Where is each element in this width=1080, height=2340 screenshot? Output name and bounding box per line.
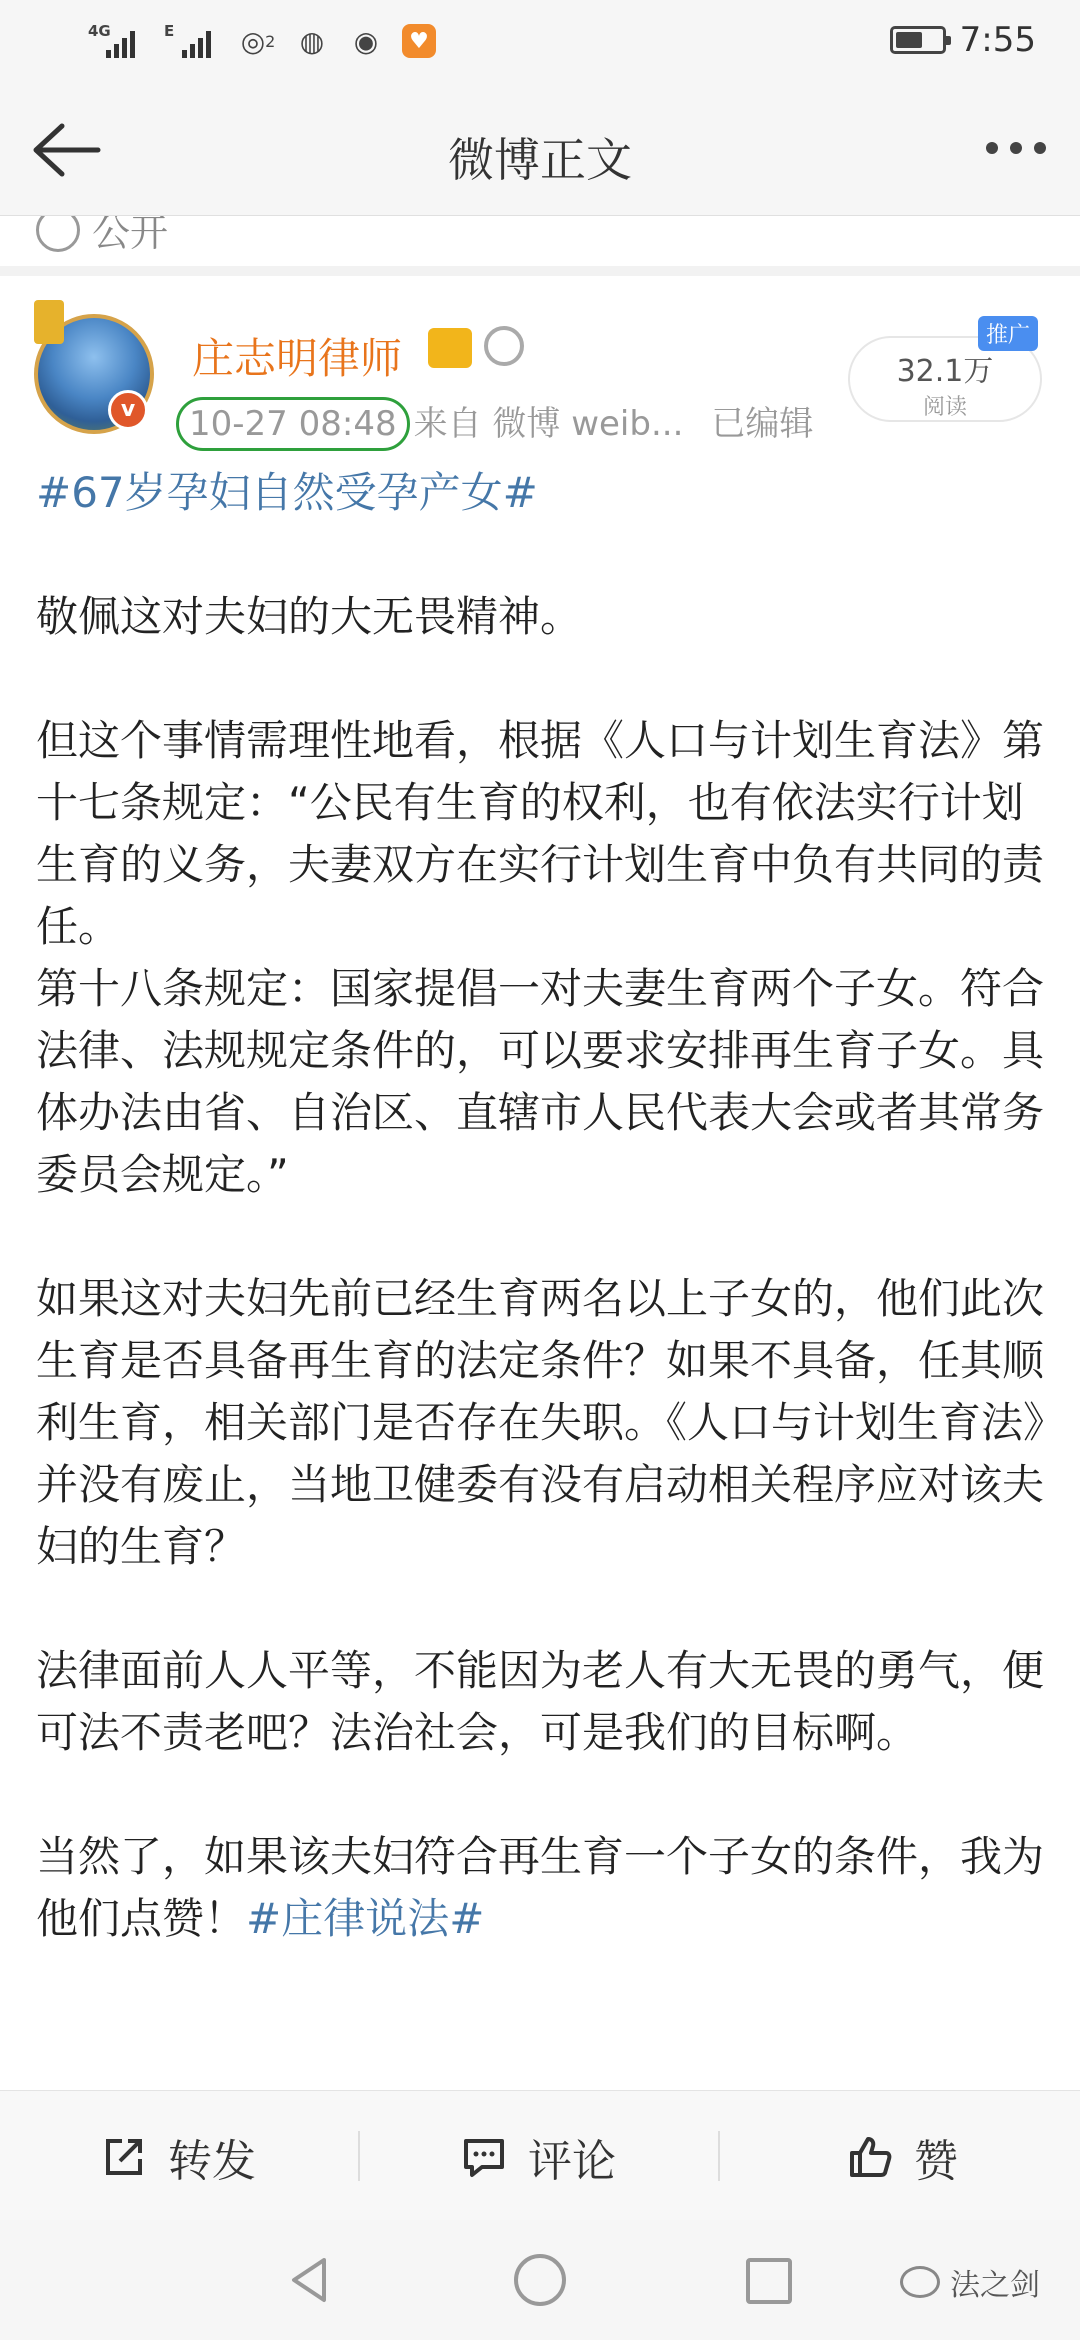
author-header [0, 286, 1080, 466]
divider [358, 2131, 360, 2181]
system-nav-bar [0, 2220, 1080, 2340]
action-bar [0, 2090, 1080, 2220]
signal2-icon [164, 22, 222, 60]
flag-badge-icon [34, 300, 64, 344]
watermark [900, 2260, 1040, 2304]
post-paragraph: 敬佩这对夫妇的大无畏精神。 [36, 592, 583, 641]
author-name[interactable]: 庄志明律师 [192, 334, 403, 383]
watermark-text: 法之剑 [950, 2268, 1040, 2303]
nav-recent-apps-icon[interactable] [746, 2258, 792, 2304]
public-visibility-icon [36, 216, 80, 252]
wifi-badge: 2 [265, 31, 276, 51]
signal2-label: E [164, 22, 175, 40]
wechat-icon: ◉ [353, 24, 379, 58]
like-label: 赞 [914, 2136, 958, 2187]
comment-label: 评论 [528, 2136, 616, 2187]
thumbs-up-icon [846, 2133, 894, 2181]
comment-button[interactable] [460, 2127, 616, 2187]
like-button[interactable] [846, 2127, 958, 2187]
signal-icon [88, 22, 146, 60]
hashtag-link[interactable]: #庄律说法# [246, 1894, 485, 1943]
hashtag-link[interactable]: #67岁孕妇自然受孕产女# [36, 468, 538, 517]
post-paragraph-last [36, 1826, 1046, 1950]
verified-badge-icon: v [108, 390, 148, 430]
post-paragraph: 但这个事情需理性地看，根据《人口与计划生育法》第十七条规定：“公民有生育的权利，也有依法实行计划生育的义务，夫妻双方在实行计划生育中负有共同的责任。 第十八条规定：国家提倡一对夫妻生育两个子女。符合法律、法规规定条件的，可以要求安排再生育子女。具体办法由省、自治区、直辖市人民代表大会或者其常务委员会规定。” [36, 716, 1045, 1199]
medal-icon [484, 326, 524, 366]
page-title: 微博正文 [448, 133, 632, 187]
read-count: 32.1万 [896, 354, 994, 389]
repost-label: 转发 [168, 2136, 256, 2187]
nav-bar [0, 86, 1080, 216]
post-paragraph: 法律面前人人平等，不能因为老人有大无畏的勇气，便可法不责老吧？法治社会，可是我们的目标啊。 [36, 1646, 1045, 1757]
nav-home-icon[interactable] [514, 2254, 566, 2306]
read-label: 阅读 [922, 395, 967, 420]
clock: 7:55 [959, 20, 1036, 60]
globe-icon: ◍ [299, 24, 325, 58]
promote-badge[interactable]: 推广 [978, 316, 1038, 351]
edited-label: 已编辑 [711, 404, 814, 444]
divider [718, 2131, 720, 2181]
repost-button[interactable] [100, 2127, 256, 2187]
battery-icon [890, 26, 946, 54]
previous-item-peek [0, 216, 1080, 276]
post-time: 10-27 08:48 [176, 397, 410, 451]
post-source: 来自 微博 weib... [413, 404, 684, 444]
signal1-label: 4G [88, 22, 111, 40]
status-bar [0, 0, 1080, 86]
comment-icon [460, 2133, 508, 2181]
share-icon [100, 2133, 148, 2181]
post-paragraph: 如果这对夫妇先前已经生育两名以上子女的，他们此次生育是否具备再生育的法定条件？如果不具备，任其顺利生育，相关部门是否存在失职。《人口与计划生育法》并没有废止，当地卫健委有没有启动相关程序应对该夫妇的生育？ [36, 1274, 1045, 1571]
app-notification-icon: ♥ [402, 24, 436, 58]
post-paragraph-text: 当然了，如果该夫妇符合再生育一个子女的条件，我为他们点赞！ [36, 1832, 1045, 1943]
wifi-icon: ◎ 2 [240, 24, 276, 58]
status-left [88, 22, 436, 60]
crown-icon [428, 328, 472, 368]
post-body [36, 462, 1046, 1950]
post-meta [189, 396, 814, 451]
nav-back-icon[interactable] [284, 2254, 336, 2306]
visibility-label: 公开 [92, 216, 169, 255]
wechat-logo-icon [900, 2266, 940, 2298]
more-options-icon[interactable] [986, 142, 1046, 154]
status-right [890, 20, 1036, 60]
